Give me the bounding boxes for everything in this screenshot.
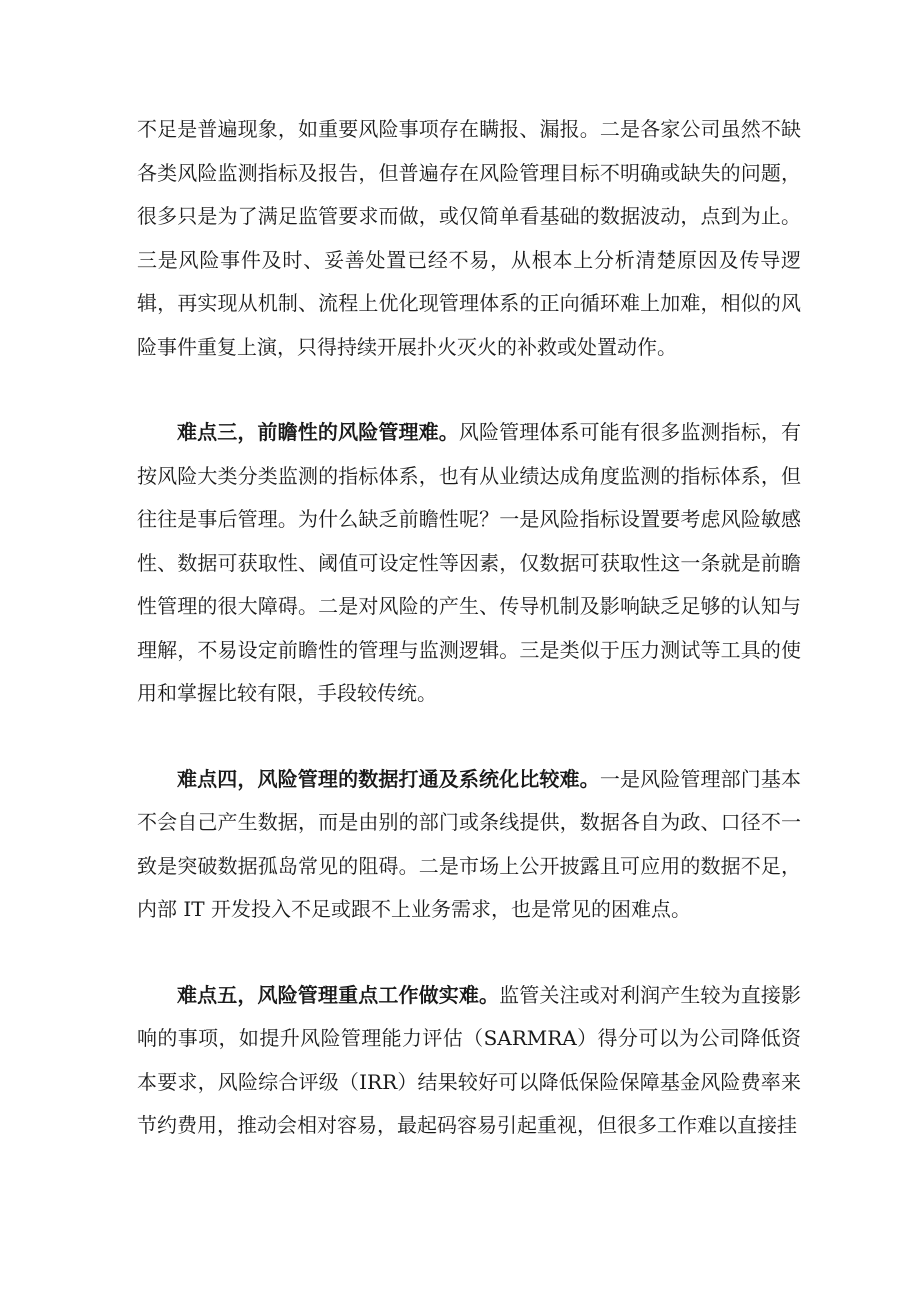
paragraph-lead: 难点三，前瞻性的风险管理难。	[177, 420, 459, 444]
paragraph-lead: 难点四，风险管理的数据打通及系统化比较难。	[177, 766, 600, 791]
document-page	[137, 108, 801, 1148]
paragraph-lead: 难点五，风险管理重点工作做实难。	[177, 982, 500, 1007]
paragraph-text: 一是风险管理部门基本不会自己产生数据，而是由别的部门或条线提供，数据各自为政、口径不一致是突破数据孤岛常见的阻碍。二是市场上公开披露且可应用的数据不足，内部 IT 开发投入不足或跟不上业务需求，也是常见的困难点。	[137, 766, 802, 921]
paragraph-difficulty-4	[137, 758, 801, 932]
paragraph-text: 风险管理体系可能有很多监测指标，有按风险大类分类监测的指标体系，也有从业绩达成角度监测的指标体系，但往往是事后管理。为什么缺乏前瞻性呢？一是风险指标设置要考虑风险敏感性、数据可获取性、阈值可设定性等因素，仅数据可获取性这一条就是前瞻性管理的很大障碍。二是对风险的产生、传导机制及影响缺乏足够的认知与理解，不易设定前瞻性的管理与监测逻辑。三是类似于压力测试等工具的使用和掌握比较有限，手段较传统。	[137, 420, 802, 705]
paragraph-difficulty-5	[137, 974, 801, 1148]
paragraph-text: 监管关注或对利润产生较为直接影响的事项，如提升风险管理能力评估（SARMRA）得分可以为公司降低资本要求，风险综合评级（IRR）结果较好可以降低保险保障基金风险费率来节约费用，推动会相对容易，最起码容易引起重视，但很多工作难以直接挂	[137, 982, 802, 1137]
paragraph-continued	[137, 108, 801, 369]
paragraph-difficulty-3	[137, 411, 801, 716]
paragraph-text: 不足是普遍现象，如重要风险事项存在瞒报、漏报。二是各家公司虽然不缺各类风险监测指标及报告，但普遍存在风险管理目标不明确或缺失的问题，很多只是为了满足监管要求而做，或仅简单看基础的数据波动，点到为止。三是风险事件及时、妥善处置已经不易，从根本上分析清楚原因及传导逻辑，再实现从机制、流程上优化现管理体系的正向循环难上加难，相似的风险事件重复上演，只得持续开展扑火灭火的补救或处置动作。	[137, 117, 801, 359]
